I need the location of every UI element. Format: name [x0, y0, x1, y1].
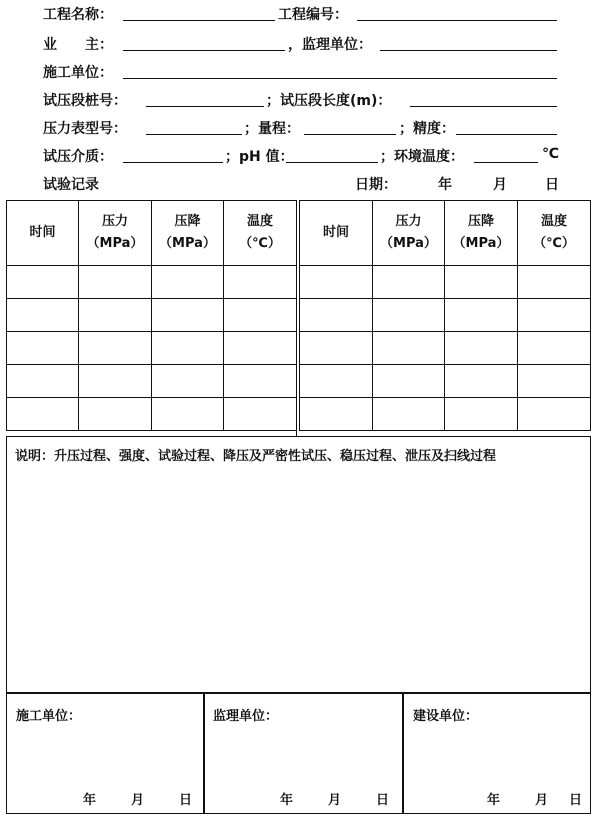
temp-label: ；环境温度：: [380, 149, 464, 165]
gauge-label: 压力表型号：: [43, 121, 127, 137]
construction-sign-year: 年: [83, 793, 97, 808]
table-row: [7, 365, 297, 398]
supervisor-sign-month: 月: [328, 793, 342, 808]
precision-label: ；精度：: [399, 121, 455, 137]
construction-sign-label: 施工单位：: [16, 709, 82, 724]
builder-sign-year: 年: [487, 793, 501, 808]
table-row: [7, 398, 297, 431]
date-month: 月: [493, 177, 507, 193]
segment-field[interactable]: [146, 106, 264, 107]
project-name-field[interactable]: [123, 20, 275, 21]
date-day: 日: [545, 177, 559, 193]
builder-sign-day: 日: [569, 793, 583, 808]
date-label: 日期：: [355, 177, 397, 193]
table-row: [7, 266, 297, 299]
record-table-right: [299, 200, 591, 431]
construction-sign-day: 日: [179, 793, 193, 808]
supervisor-sign-day: 日: [376, 793, 390, 808]
builder-sign-month: 月: [535, 793, 549, 808]
ph-field[interactable]: [286, 162, 378, 163]
col-pressure-drop-right: 压降 （MPa）: [445, 201, 518, 266]
owner-field[interactable]: [123, 50, 285, 51]
table-row: [300, 332, 591, 365]
date-year: 年: [438, 177, 452, 193]
builder-sign-label: 建设单位：: [413, 709, 479, 724]
table-row: [300, 365, 591, 398]
col-temperature-right: 温度 （℃）: [518, 201, 591, 266]
note-text: 说明：升压过程、强度、试验过程、降压及严密性试压、稳压过程、泄压及扫线过程: [15, 449, 497, 464]
record-label: 试验记录: [43, 177, 99, 193]
col-temperature-left: 温度 （℃）: [224, 201, 297, 266]
project-no-label: 工程编号：: [278, 7, 348, 23]
project-no-field[interactable]: [357, 20, 557, 21]
col-pressure-left: 压力 （MPa）: [79, 201, 152, 266]
owner-label: 业 主：: [43, 37, 113, 53]
table-row: [300, 398, 591, 431]
range-field[interactable]: [304, 134, 396, 135]
gauge-field[interactable]: [146, 134, 242, 135]
note-box[interactable]: [6, 436, 591, 694]
col-pressure-drop-left: 压降 （MPa）: [152, 201, 224, 266]
project-name-label: 工程名称：: [43, 7, 113, 23]
table-row: [300, 266, 591, 299]
precision-field[interactable]: [456, 134, 557, 135]
table-row: [7, 299, 297, 332]
supervisor-sign-label: 监理单位：: [213, 709, 279, 724]
temp-unit: ℃: [542, 146, 559, 162]
col-time-left: 时间: [7, 201, 79, 266]
supervisor-label: ，监理单位：: [288, 37, 372, 53]
supervisor-signature-box[interactable]: [203, 692, 404, 814]
builder-signature-box[interactable]: [402, 692, 591, 814]
medium-label: 试压介质：: [43, 149, 113, 165]
supervisor-sign-year: 年: [280, 793, 294, 808]
col-time-right: 时间: [300, 201, 373, 266]
col-pressure-right: 压力 （MPa）: [373, 201, 445, 266]
record-table-left: [6, 200, 297, 431]
temp-field[interactable]: [474, 162, 538, 163]
segment-label: 试压段桩号：: [43, 93, 127, 109]
length-label: ；试压段长度(m)：: [266, 93, 392, 109]
construction-label: 施工单位：: [43, 65, 113, 81]
ph-label: ；pH 值：: [225, 149, 294, 165]
table-divider: [296, 200, 297, 436]
medium-field[interactable]: [123, 162, 223, 163]
construction-sign-month: 月: [131, 793, 145, 808]
table-row: [7, 332, 297, 365]
supervisor-field[interactable]: [380, 50, 557, 51]
construction-signature-box[interactable]: [6, 692, 205, 814]
table-row: [300, 299, 591, 332]
range-label: ；量程：: [244, 121, 300, 137]
construction-field[interactable]: [123, 78, 557, 79]
length-field[interactable]: [410, 106, 557, 107]
